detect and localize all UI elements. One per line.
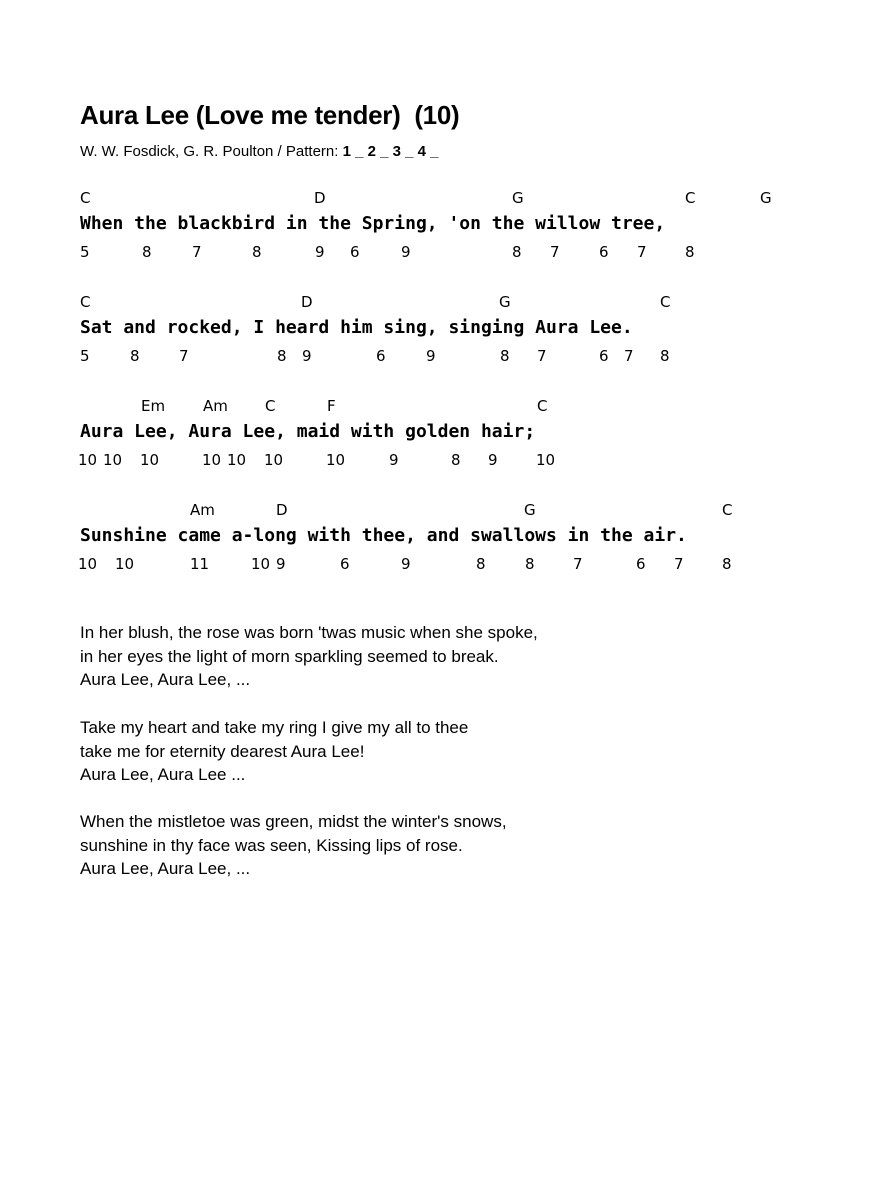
hole-number: 8 [252,243,262,261]
chord-label: C [685,189,696,207]
hole-number: 8 [130,347,140,365]
stanza-line: Aura Lee, Aura Lee, ... [80,670,251,689]
hole-number: 6 [599,243,609,261]
hole-number: 9 [401,555,411,573]
hole-number: 6 [376,347,386,365]
hole-number: 10 [115,555,135,573]
hole-number: 10 [78,451,98,469]
chord-label: C [660,293,671,311]
chord-label: C [80,293,91,311]
chord-label: F [327,397,336,415]
stanza-line: sunshine in thy face was seen, Kissing lips of rose. [80,835,463,855]
verse-block [0,293,875,373]
chord-label: D [276,501,288,519]
hole-number: 8 [660,347,670,365]
hole-number: 10 [227,451,247,469]
chord-label: G [499,293,511,311]
chord-label: Am [203,397,228,415]
stanza-line: Take my heart and take my ring I give my all to thee [80,718,469,737]
chord-label: G [760,189,772,207]
hole-number: 7 [637,243,647,261]
hole-number: 10 [202,451,222,469]
hole-number: 8 [476,555,486,573]
hole-number: 7 [179,347,189,365]
chord-label: Em [141,397,166,415]
hole-number: 9 [401,243,411,261]
song-subtitle [80,143,439,160]
hole-number: 6 [350,243,360,261]
pattern-text: 1 _ 2 _ 3 _ 4 _ [342,143,439,160]
hole-number: 8 [512,243,522,261]
verse-lyric: Aura Lee, Aura Lee, maid with golden hair; [80,421,536,442]
hole-number: 7 [537,347,547,365]
authors-text: W. W. Fosdick, G. R. Poulton / Pattern: [80,143,343,160]
stanza-line: In her blush, the rose was born 'twas music when she spoke, [80,623,538,642]
song-title: Aura Lee (Love me tender) (10) [80,100,460,130]
stanza-line: in her eyes the light of morn sparkling seemed to break. [80,646,499,666]
hole-number: 8 [525,555,535,573]
hole-number: 6 [636,555,646,573]
hole-number: 8 [685,243,695,261]
hole-number: 10 [251,555,271,573]
hole-number: 10 [140,451,160,469]
hole-number: 10 [536,451,556,469]
stanza-line: Aura Lee, Aura Lee ... [80,765,246,784]
hole-number: 8 [500,347,510,365]
hole-number: 5 [80,347,90,365]
chord-label: C [265,397,276,415]
stanza-line: Aura Lee, Aura Lee, ... [80,859,251,878]
hole-number: 10 [326,451,346,469]
hole-number: 6 [340,555,350,573]
chord-label: D [314,189,326,207]
chord-label: C [722,501,733,519]
hole-number: 11 [190,555,210,573]
chord-label: C [537,397,548,415]
stanza-line: When the mistletoe was green, midst the winter's snows, [80,812,507,831]
hole-number: 5 [80,243,90,261]
hole-number: 10 [103,451,123,469]
verse-lyric: Sunshine came a-long with thee, and swallows in the air. [80,525,687,546]
hole-number: 7 [192,243,202,261]
hole-number: 9 [276,555,286,573]
stanza-line: take me for eternity dearest Aura Lee! [80,741,365,761]
chord-label: G [512,189,524,207]
hole-number: 8 [451,451,461,469]
lyric-stanza [80,716,780,787]
hole-number: 7 [624,347,634,365]
verse-block [0,397,875,477]
hole-number: 8 [722,555,732,573]
hole-number: 10 [264,451,284,469]
hole-number: 9 [426,347,436,365]
hole-number: 9 [302,347,312,365]
chord-label: D [301,293,313,311]
lyric-stanza [80,810,780,881]
verse-lyric: When the blackbird in the Spring, 'on the willow tree, [80,213,666,234]
hole-number: 9 [488,451,498,469]
hole-number: 8 [142,243,152,261]
hole-number: 9 [389,451,399,469]
chord-label: Am [190,501,215,519]
hole-number: 9 [315,243,325,261]
hole-number: 10 [78,555,98,573]
verse-block [0,189,875,269]
hole-number: 7 [674,555,684,573]
hole-number: 7 [550,243,560,261]
hole-number: 6 [599,347,609,365]
lyric-stanza [80,621,780,692]
hole-number: 7 [573,555,583,573]
chord-label: C [80,189,91,207]
hole-number: 8 [277,347,287,365]
verse-lyric: Sat and rocked, I heard him sing, singing Aura Lee. [80,317,633,338]
verse-block [0,501,875,581]
chord-label: G [524,501,536,519]
